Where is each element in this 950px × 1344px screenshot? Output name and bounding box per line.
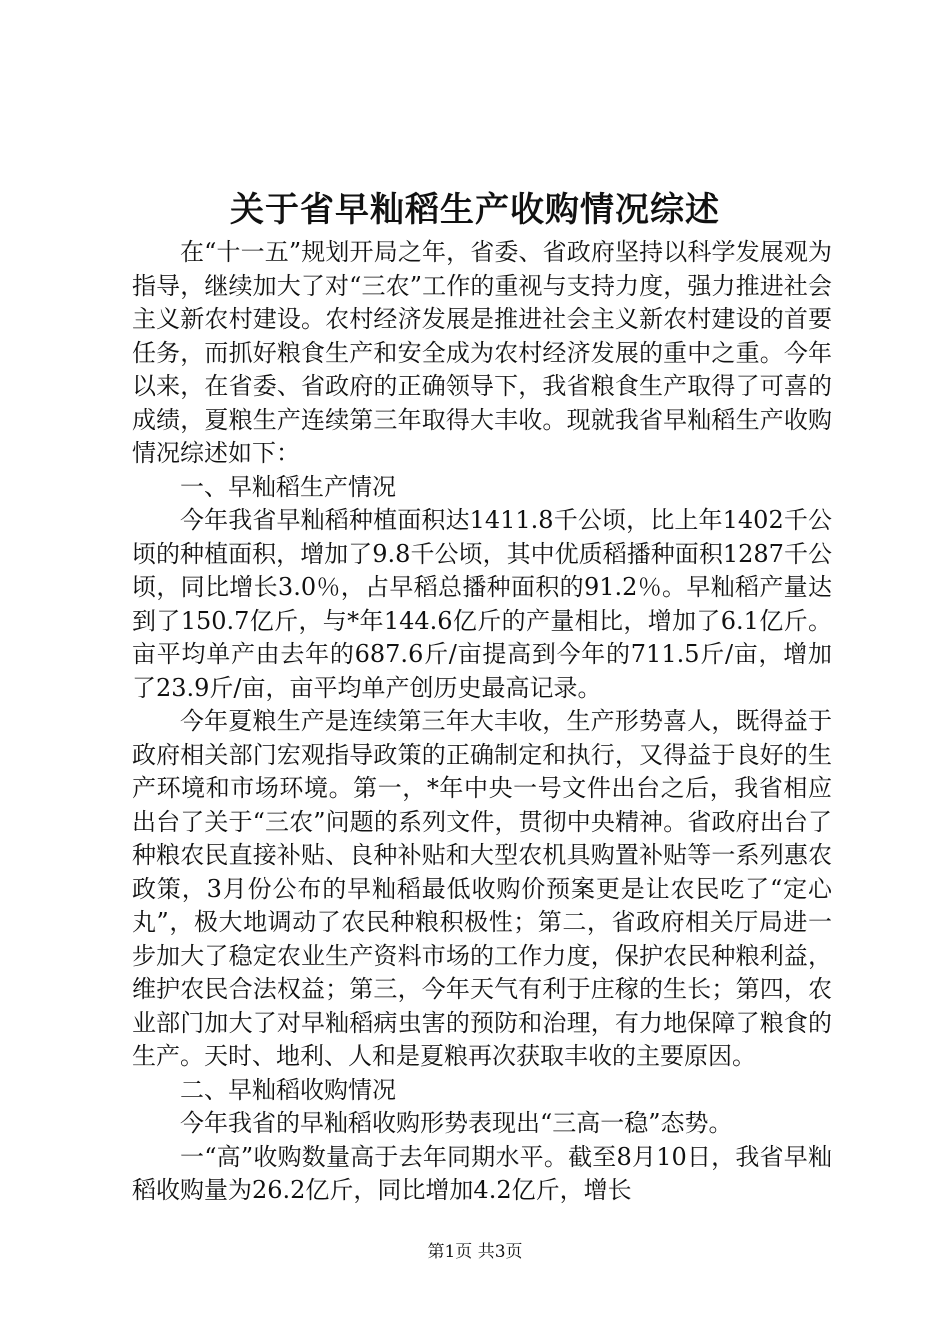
paragraph-purchase-volume: 一“高”收购数量高于去年同期水平。截至8月10日，我省早籼稻收购量为26.2亿斤，同比增加4.2亿斤，增长: [132, 1142, 832, 1204]
section-heading-purchase: 二、早籼稻收购情况: [180, 1075, 396, 1104]
paragraph-intro: 在“十一五”规划开局之年，省委、省政府坚持以科学发展观为指导，继续加大了对“三农”工作的重视与支持力度，强力推进社会主义新农村建设。农村经济发展是推进社会主义新农村建设的首要任务，而抓好粮食生产和安全成为农村经济发展的重中之重。今年以来，在省委、省政府的正确领导下，我省粮食生产取得了可喜的成绩，夏粮生产连续第三年取得大丰收。现就我省早籼稻生产收购情况综述如下：: [132, 238, 832, 467]
page-number-footer: 第1页 共3页: [427, 1242, 523, 1262]
document-body: [132, 236, 832, 1208]
paragraph-production-stats: 今年我省早籼稻种植面积达1411.8千公顷，比上年1402千公顷的种植面积，增加了9.8千公顷，其中优质稻播种面积1287千公顷，同比增长3.0％，占早稻总播种面积的91.2％。早籼稻产量达到了150.7亿斤，与*年144.6亿斤的产量相比，增加了6.1亿斤。亩平均单产由去年的687.6斤/亩提高到今年的711.5斤/亩，增加了23.9斤/亩，亩平均单产创历史最高记录。: [132, 506, 832, 702]
section-heading-production: 一、早籼稻生产情况: [180, 472, 396, 501]
paragraph-purchase-summary: 今年我省的早籼稻收购形势表现出“三高一稳”态势。: [180, 1109, 733, 1137]
document-title: 关于省早籼稻生产收购情况综述: [230, 190, 720, 230]
paragraph-production-reasons: 今年夏粮生产是连续第三年大丰收，生产形势喜人，既得益于政府相关部门宏观指导政策的正确制定和执行，又得益于良好的生产环境和市场环境。第一，*年中央一号文件出台之后，我省相应出台了关于“三农”问题的系列文件，贯彻中央精神。省政府出台了种粮农民直接补贴、良种补贴和大型农机具购置补贴等一系列惠农政策，3月份公布的早籼稻最低收购价预案更是让农民吃了“定心丸”，极大地调动了农民种粮积极性；第二，省政府相关厅局进一步加大了稳定农业生产资料市场的工作力度，保护农民种粮利益，维护农民合法权益；第三，今年天气有利于庄稼的生长；第四，农业部门加大了对早籼稻病虫害的预防和治理，有力地保障了粮食的生产。天时、地利、人和是夏粮再次获取丰收的主要原因。: [132, 707, 832, 1070]
